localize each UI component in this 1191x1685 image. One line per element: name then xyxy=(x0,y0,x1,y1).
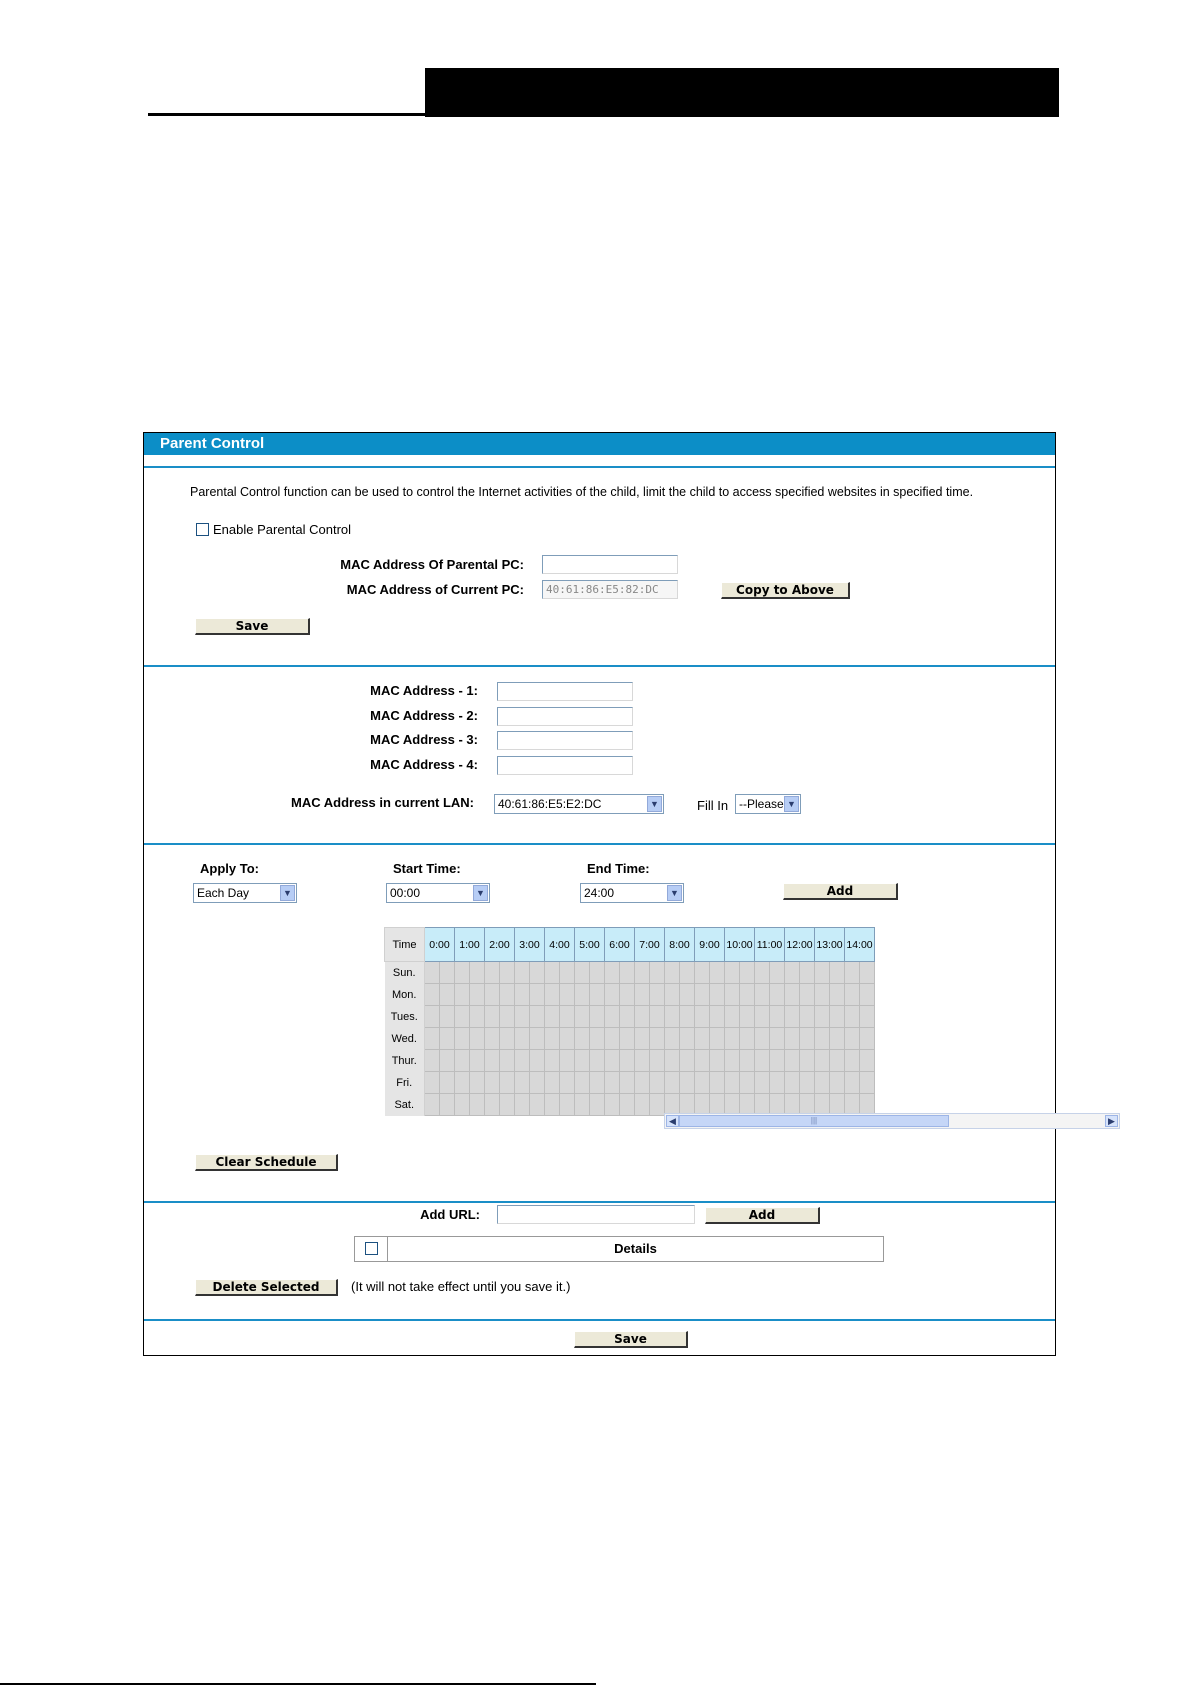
panel-title: Parent Control xyxy=(144,433,1055,455)
schedule-cell[interactable] xyxy=(575,984,590,1006)
schedule-cell[interactable] xyxy=(740,984,755,1006)
schedule-cell[interactable] xyxy=(440,1094,455,1116)
schedule-cell[interactable] xyxy=(770,1006,785,1028)
schedule-cell[interactable] xyxy=(815,962,830,984)
schedule-cell[interactable] xyxy=(845,1072,860,1094)
schedule-cell[interactable] xyxy=(635,1050,650,1072)
schedule-cell[interactable] xyxy=(665,962,680,984)
end-time-select[interactable] xyxy=(580,883,684,903)
schedule-scrollbar[interactable] xyxy=(664,1113,1120,1129)
schedule-cell[interactable] xyxy=(755,1006,770,1028)
save-button-bottom[interactable]: Save xyxy=(574,1331,688,1348)
day-label: Sun. xyxy=(385,962,425,984)
fill-in-selected: --Please xyxy=(739,797,784,811)
mac-address-3-input[interactable] xyxy=(497,731,633,750)
schedule-cell[interactable] xyxy=(575,962,590,984)
schedule-cell[interactable] xyxy=(620,984,635,1006)
schedule-cell[interactable] xyxy=(860,984,875,1006)
schedule-cell[interactable] xyxy=(665,1072,680,1094)
schedule-cell[interactable] xyxy=(590,984,605,1006)
schedule-cell[interactable] xyxy=(680,1050,695,1072)
schedule-cell[interactable] xyxy=(590,1072,605,1094)
mac-address-2-label: MAC Address - 2: xyxy=(370,708,478,723)
schedule-cell[interactable] xyxy=(470,1094,485,1116)
hour-header: 6:00 xyxy=(605,928,635,962)
hour-header: 4:00 xyxy=(545,928,575,962)
hour-header: 13:00 xyxy=(815,928,845,962)
schedule-cell[interactable] xyxy=(530,1050,545,1072)
schedule-cell[interactable] xyxy=(470,1028,485,1050)
schedule-cell[interactable] xyxy=(860,1072,875,1094)
schedule-cell[interactable] xyxy=(725,1050,740,1072)
chevron-down-icon: ▼ xyxy=(473,885,488,901)
enable-parental-label: Enable Parental Control xyxy=(213,522,352,537)
schedule-cell[interactable] xyxy=(725,1028,740,1050)
schedule-cell[interactable] xyxy=(710,1028,725,1050)
schedule-cell[interactable] xyxy=(800,962,815,984)
schedule-cell[interactable] xyxy=(710,1050,725,1072)
add-url-button[interactable]: Add xyxy=(705,1207,820,1224)
schedule-cell[interactable] xyxy=(845,1028,860,1050)
schedule-cell[interactable] xyxy=(815,1072,830,1094)
mac-address-1-label: MAC Address - 1: xyxy=(370,683,478,698)
schedule-cell[interactable] xyxy=(860,1050,875,1072)
schedule-cell[interactable] xyxy=(650,984,665,1006)
schedule-cell[interactable] xyxy=(830,1006,845,1028)
schedule-cell[interactable] xyxy=(665,1006,680,1028)
clear-schedule-button[interactable]: Clear Schedule xyxy=(195,1154,338,1171)
day-label: Thur. xyxy=(385,1050,425,1072)
schedule-cell[interactable] xyxy=(845,984,860,1006)
schedule-cell[interactable] xyxy=(470,1006,485,1028)
schedule-cell[interactable] xyxy=(830,1028,845,1050)
schedule-cell[interactable] xyxy=(860,1006,875,1028)
schedule-cell[interactable] xyxy=(635,984,650,1006)
enable-parental-checkbox[interactable] xyxy=(196,523,209,536)
schedule-cell[interactable] xyxy=(665,1050,680,1072)
schedule-cell[interactable] xyxy=(680,984,695,1006)
schedule-cell[interactable] xyxy=(485,1028,500,1050)
document-header-rule xyxy=(148,113,425,116)
schedule-cell[interactable] xyxy=(620,1094,635,1116)
schedule-cell[interactable] xyxy=(545,1028,560,1050)
mac-address-4-input[interactable] xyxy=(497,756,633,775)
scroll-right-icon[interactable]: ▶ xyxy=(1105,1115,1118,1127)
schedule-cell[interactable] xyxy=(710,962,725,984)
schedule-cell[interactable] xyxy=(635,1072,650,1094)
schedule-cell[interactable] xyxy=(425,1050,440,1072)
apply-to-select[interactable] xyxy=(193,883,297,903)
schedule-cell[interactable] xyxy=(440,1006,455,1028)
schedule-cell[interactable] xyxy=(845,962,860,984)
schedule-cell[interactable] xyxy=(515,984,530,1006)
schedule-cell[interactable] xyxy=(800,1050,815,1072)
schedule-cell[interactable] xyxy=(560,1072,575,1094)
parent-control-panel xyxy=(143,432,1115,1356)
lan-mac-select[interactable] xyxy=(494,794,664,814)
lan-mac-label: MAC Address in current LAN: xyxy=(291,795,474,810)
schedule-cell[interactable] xyxy=(695,962,710,984)
schedule-cell[interactable] xyxy=(725,962,740,984)
divider xyxy=(144,1319,1055,1321)
hour-header: 10:00 xyxy=(725,928,755,962)
schedule-cell[interactable] xyxy=(635,1028,650,1050)
schedule-cell[interactable] xyxy=(515,1050,530,1072)
mac-address-3-label: MAC Address - 3: xyxy=(370,732,478,747)
time-header: Time xyxy=(385,928,425,962)
hour-header: 11:00 xyxy=(755,928,785,962)
schedule-cell[interactable] xyxy=(665,1028,680,1050)
schedule-cell[interactable] xyxy=(845,1050,860,1072)
schedule-cell[interactable] xyxy=(830,1072,845,1094)
schedule-cell[interactable] xyxy=(560,984,575,1006)
schedule-cell[interactable] xyxy=(485,984,500,1006)
schedule-cell[interactable] xyxy=(755,984,770,1006)
details-header: Details xyxy=(614,1241,657,1256)
schedule-cell[interactable] xyxy=(635,1094,650,1116)
add-url-label: Add URL: xyxy=(420,1207,480,1222)
schedule-cell[interactable] xyxy=(770,984,785,1006)
mac-current-input: 40:61:86:E5:82:DC xyxy=(542,580,678,599)
schedule-cell[interactable] xyxy=(815,1006,830,1028)
schedule-cell[interactable] xyxy=(605,984,620,1006)
schedule-cell[interactable] xyxy=(530,1094,545,1116)
schedule-cell[interactable] xyxy=(740,1050,755,1072)
divider xyxy=(144,466,1055,468)
schedule-cell[interactable] xyxy=(620,1028,635,1050)
schedule-cell[interactable] xyxy=(710,984,725,1006)
schedule-cell[interactable] xyxy=(440,1028,455,1050)
hour-header: 5:00 xyxy=(575,928,605,962)
schedule-cell[interactable] xyxy=(485,1072,500,1094)
schedule-cell[interactable] xyxy=(755,1072,770,1094)
scroll-left-icon[interactable]: ◀ xyxy=(666,1115,679,1127)
schedule-cell[interactable] xyxy=(695,1028,710,1050)
schedule-cell[interactable] xyxy=(530,1072,545,1094)
schedule-cell[interactable] xyxy=(470,984,485,1006)
day-label: Fri. xyxy=(385,1072,425,1094)
schedule-cell[interactable] xyxy=(680,1028,695,1050)
schedule-cell[interactable] xyxy=(815,984,830,1006)
schedule-cell[interactable] xyxy=(545,1050,560,1072)
mac-address-2-input[interactable] xyxy=(497,707,633,726)
schedule-cell[interactable] xyxy=(590,1028,605,1050)
schedule-cell[interactable] xyxy=(485,1006,500,1028)
schedule-cell[interactable] xyxy=(560,1094,575,1116)
mac-current-label: MAC Address of Current PC: xyxy=(346,582,524,597)
delete-selected-button[interactable]: Delete Selected xyxy=(195,1279,338,1296)
schedule-cell[interactable] xyxy=(545,984,560,1006)
schedule-cell[interactable] xyxy=(740,1028,755,1050)
schedule-cell[interactable] xyxy=(650,1050,665,1072)
schedule-cell[interactable] xyxy=(770,1072,785,1094)
schedule-cell[interactable] xyxy=(770,962,785,984)
fill-in-label: Fill In xyxy=(697,798,729,813)
day-label: Tues. xyxy=(385,1006,425,1028)
schedule-cell[interactable] xyxy=(770,1028,785,1050)
schedule-cell[interactable] xyxy=(785,962,800,984)
schedule-cell[interactable] xyxy=(680,1006,695,1028)
schedule-cell[interactable] xyxy=(575,1028,590,1050)
schedule-cell[interactable] xyxy=(560,962,575,984)
schedule-cell[interactable] xyxy=(440,984,455,1006)
schedule-cell[interactable] xyxy=(440,1072,455,1094)
schedule-grid xyxy=(384,927,1115,1126)
schedule-cell[interactable] xyxy=(575,1050,590,1072)
hour-header: 0:00 xyxy=(425,928,455,962)
end-time-label: End Time: xyxy=(587,861,650,876)
schedule-cell[interactable] xyxy=(455,1072,470,1094)
schedule-cell[interactable] xyxy=(590,1050,605,1072)
divider xyxy=(144,843,1055,845)
hour-header: 8:00 xyxy=(665,928,695,962)
schedule-cell[interactable] xyxy=(455,1094,470,1116)
chevron-down-icon: ▼ xyxy=(647,796,662,812)
hour-header: 9:00 xyxy=(695,928,725,962)
chevron-down-icon: ▼ xyxy=(280,885,295,901)
schedule-cell[interactable] xyxy=(605,1028,620,1050)
schedule-cell[interactable] xyxy=(470,1050,485,1072)
schedule-cell[interactable] xyxy=(635,1006,650,1028)
schedule-cell[interactable] xyxy=(680,962,695,984)
schedule-cell[interactable] xyxy=(530,984,545,1006)
schedule-cell[interactable] xyxy=(545,962,560,984)
schedule-cell[interactable] xyxy=(590,1094,605,1116)
schedule-cell[interactable] xyxy=(695,984,710,1006)
schedule-cell[interactable] xyxy=(425,962,440,984)
lan-mac-selected: 40:61:86:E5:E2:DC xyxy=(498,797,602,811)
schedule-cell[interactable] xyxy=(620,1072,635,1094)
schedule-cell[interactable] xyxy=(500,984,515,1006)
schedule-cell[interactable] xyxy=(590,962,605,984)
schedule-cell[interactable] xyxy=(830,1050,845,1072)
schedule-cell[interactable] xyxy=(650,1006,665,1028)
schedule-cell[interactable] xyxy=(785,1028,800,1050)
schedule-cell[interactable] xyxy=(500,1006,515,1028)
end-time-selected: 24:00 xyxy=(584,886,615,900)
schedule-cell[interactable] xyxy=(725,1006,740,1028)
divider xyxy=(144,1201,1055,1203)
schedule-cell[interactable] xyxy=(815,1050,830,1072)
schedule-cell[interactable] xyxy=(425,984,440,1006)
mac-address-1-input[interactable] xyxy=(497,682,633,701)
schedule-cell[interactable] xyxy=(455,962,470,984)
schedule-cell[interactable] xyxy=(455,984,470,1006)
schedule-cell[interactable] xyxy=(770,1050,785,1072)
schedule-cell[interactable] xyxy=(440,1050,455,1072)
chevron-down-icon: ▼ xyxy=(667,885,682,901)
apply-to-selected: Each Day xyxy=(197,886,250,900)
schedule-cell[interactable] xyxy=(755,962,770,984)
schedule-cell[interactable] xyxy=(530,1006,545,1028)
schedule-cell[interactable] xyxy=(515,1094,530,1116)
schedule-cell[interactable] xyxy=(500,1028,515,1050)
delete-note: (It will not take effect until you save it.) xyxy=(351,1279,571,1294)
schedule-cell[interactable] xyxy=(500,1050,515,1072)
schedule-cell[interactable] xyxy=(455,1028,470,1050)
schedule-cell[interactable] xyxy=(785,1006,800,1028)
day-label: Mon. xyxy=(385,984,425,1006)
schedule-cell[interactable] xyxy=(860,962,875,984)
schedule-cell[interactable] xyxy=(800,984,815,1006)
day-label: Sat. xyxy=(385,1094,425,1116)
schedule-cell[interactable] xyxy=(605,1006,620,1028)
schedule-cell[interactable] xyxy=(695,1050,710,1072)
schedule-cell[interactable] xyxy=(785,1050,800,1072)
schedule-cell[interactable] xyxy=(830,962,845,984)
schedule-cell[interactable] xyxy=(635,962,650,984)
schedule-cell[interactable] xyxy=(800,1006,815,1028)
hour-header: 7:00 xyxy=(635,928,665,962)
day-label: Wed. xyxy=(385,1028,425,1050)
schedule-cell[interactable] xyxy=(650,962,665,984)
schedule-cell[interactable] xyxy=(710,1072,725,1094)
schedule-cell[interactable] xyxy=(740,1072,755,1094)
schedule-cell[interactable] xyxy=(605,962,620,984)
divider xyxy=(144,665,1055,667)
schedule-cell[interactable] xyxy=(485,962,500,984)
add-url-input[interactable] xyxy=(497,1205,695,1224)
schedule-cell[interactable] xyxy=(575,1006,590,1028)
schedule-cell[interactable] xyxy=(800,1028,815,1050)
schedule-cell[interactable] xyxy=(455,1006,470,1028)
hour-header: 14:00 xyxy=(845,928,875,962)
schedule-cell[interactable] xyxy=(470,962,485,984)
select-all-cell xyxy=(355,1237,388,1261)
schedule-cell[interactable] xyxy=(515,962,530,984)
schedule-cell[interactable] xyxy=(425,1072,440,1094)
schedule-cell[interactable] xyxy=(470,1072,485,1094)
schedule-cell[interactable] xyxy=(755,1028,770,1050)
schedule-cell[interactable] xyxy=(650,1028,665,1050)
schedule-cell[interactable] xyxy=(845,1006,860,1028)
hour-header: 1:00 xyxy=(455,928,485,962)
schedule-cell[interactable] xyxy=(500,962,515,984)
schedule-cell[interactable] xyxy=(545,1072,560,1094)
schedule-cell[interactable] xyxy=(710,1006,725,1028)
schedule-cell[interactable] xyxy=(680,1072,695,1094)
copy-to-above-button[interactable]: Copy to Above xyxy=(721,582,850,599)
description-text: Parental Control function can be used to control the Internet activities of the child, limit the child to access specified websites in specified time. xyxy=(190,485,974,499)
schedule-cell[interactable] xyxy=(425,1028,440,1050)
schedule-table xyxy=(384,927,875,1116)
schedule-cell[interactable] xyxy=(620,962,635,984)
schedule-cell[interactable] xyxy=(440,962,455,984)
schedule-cell[interactable] xyxy=(575,1094,590,1116)
hour-header: 3:00 xyxy=(515,928,545,962)
schedule-cell[interactable] xyxy=(425,1094,440,1116)
mac-parental-label: MAC Address Of Parental PC: xyxy=(340,557,524,572)
schedule-cell[interactable] xyxy=(650,1094,665,1116)
schedule-cell[interactable] xyxy=(485,1094,500,1116)
start-time-selected: 00:00 xyxy=(390,886,421,900)
scroll-thumb[interactable]: ||| xyxy=(679,1115,949,1127)
schedule-cell[interactable] xyxy=(560,1028,575,1050)
schedule-cell[interactable] xyxy=(530,1028,545,1050)
mac-address-4-label: MAC Address - 4: xyxy=(370,757,478,772)
select-all-checkbox[interactable] xyxy=(365,1242,378,1255)
start-time-select[interactable] xyxy=(386,883,490,903)
url-details-table xyxy=(354,1236,884,1262)
schedule-cell[interactable] xyxy=(560,1006,575,1028)
schedule-cell[interactable] xyxy=(740,1006,755,1028)
schedule-cell[interactable] xyxy=(485,1050,500,1072)
schedule-cell[interactable] xyxy=(620,1006,635,1028)
schedule-cell[interactable] xyxy=(725,1072,740,1094)
schedule-cell[interactable] xyxy=(725,984,740,1006)
schedule-cell[interactable] xyxy=(665,984,680,1006)
start-time-label: Start Time: xyxy=(393,861,461,876)
schedule-cell[interactable] xyxy=(815,1028,830,1050)
mac-parental-input[interactable] xyxy=(542,555,678,574)
schedule-cell[interactable] xyxy=(515,1028,530,1050)
hour-header: 2:00 xyxy=(485,928,515,962)
schedule-cell[interactable] xyxy=(545,1006,560,1028)
apply-to-label: Apply To: xyxy=(200,861,259,876)
schedule-cell[interactable] xyxy=(605,1050,620,1072)
schedule-cell[interactable] xyxy=(515,1006,530,1028)
schedule-cell[interactable] xyxy=(785,984,800,1006)
schedule-cell[interactable] xyxy=(425,1006,440,1028)
schedule-cell[interactable] xyxy=(800,1072,815,1094)
add-schedule-button[interactable]: Add xyxy=(783,883,898,900)
schedule-cell[interactable] xyxy=(695,1006,710,1028)
schedule-cell[interactable] xyxy=(590,1006,605,1028)
schedule-cell[interactable] xyxy=(620,1050,635,1072)
schedule-cell[interactable] xyxy=(500,1072,515,1094)
schedule-cell[interactable] xyxy=(455,1050,470,1072)
schedule-cell[interactable] xyxy=(605,1072,620,1094)
schedule-cell[interactable] xyxy=(650,1072,665,1094)
schedule-cell[interactable] xyxy=(830,984,845,1006)
document-header-bar xyxy=(425,68,1059,117)
schedule-cell[interactable] xyxy=(755,1050,770,1072)
schedule-cell[interactable] xyxy=(575,1072,590,1094)
schedule-cell[interactable] xyxy=(530,962,545,984)
schedule-cell[interactable] xyxy=(545,1094,560,1116)
chevron-down-icon: ▼ xyxy=(784,796,799,812)
fill-in-select[interactable] xyxy=(735,794,801,814)
schedule-cell[interactable] xyxy=(740,962,755,984)
schedule-cell[interactable] xyxy=(785,1072,800,1094)
schedule-cell[interactable] xyxy=(695,1072,710,1094)
schedule-cell[interactable] xyxy=(560,1050,575,1072)
save-button-top[interactable]: Save xyxy=(195,618,310,635)
schedule-cell[interactable] xyxy=(515,1072,530,1094)
schedule-cell[interactable] xyxy=(605,1094,620,1116)
schedule-cell[interactable] xyxy=(500,1094,515,1116)
schedule-cell[interactable] xyxy=(860,1028,875,1050)
hour-header: 12:00 xyxy=(785,928,815,962)
